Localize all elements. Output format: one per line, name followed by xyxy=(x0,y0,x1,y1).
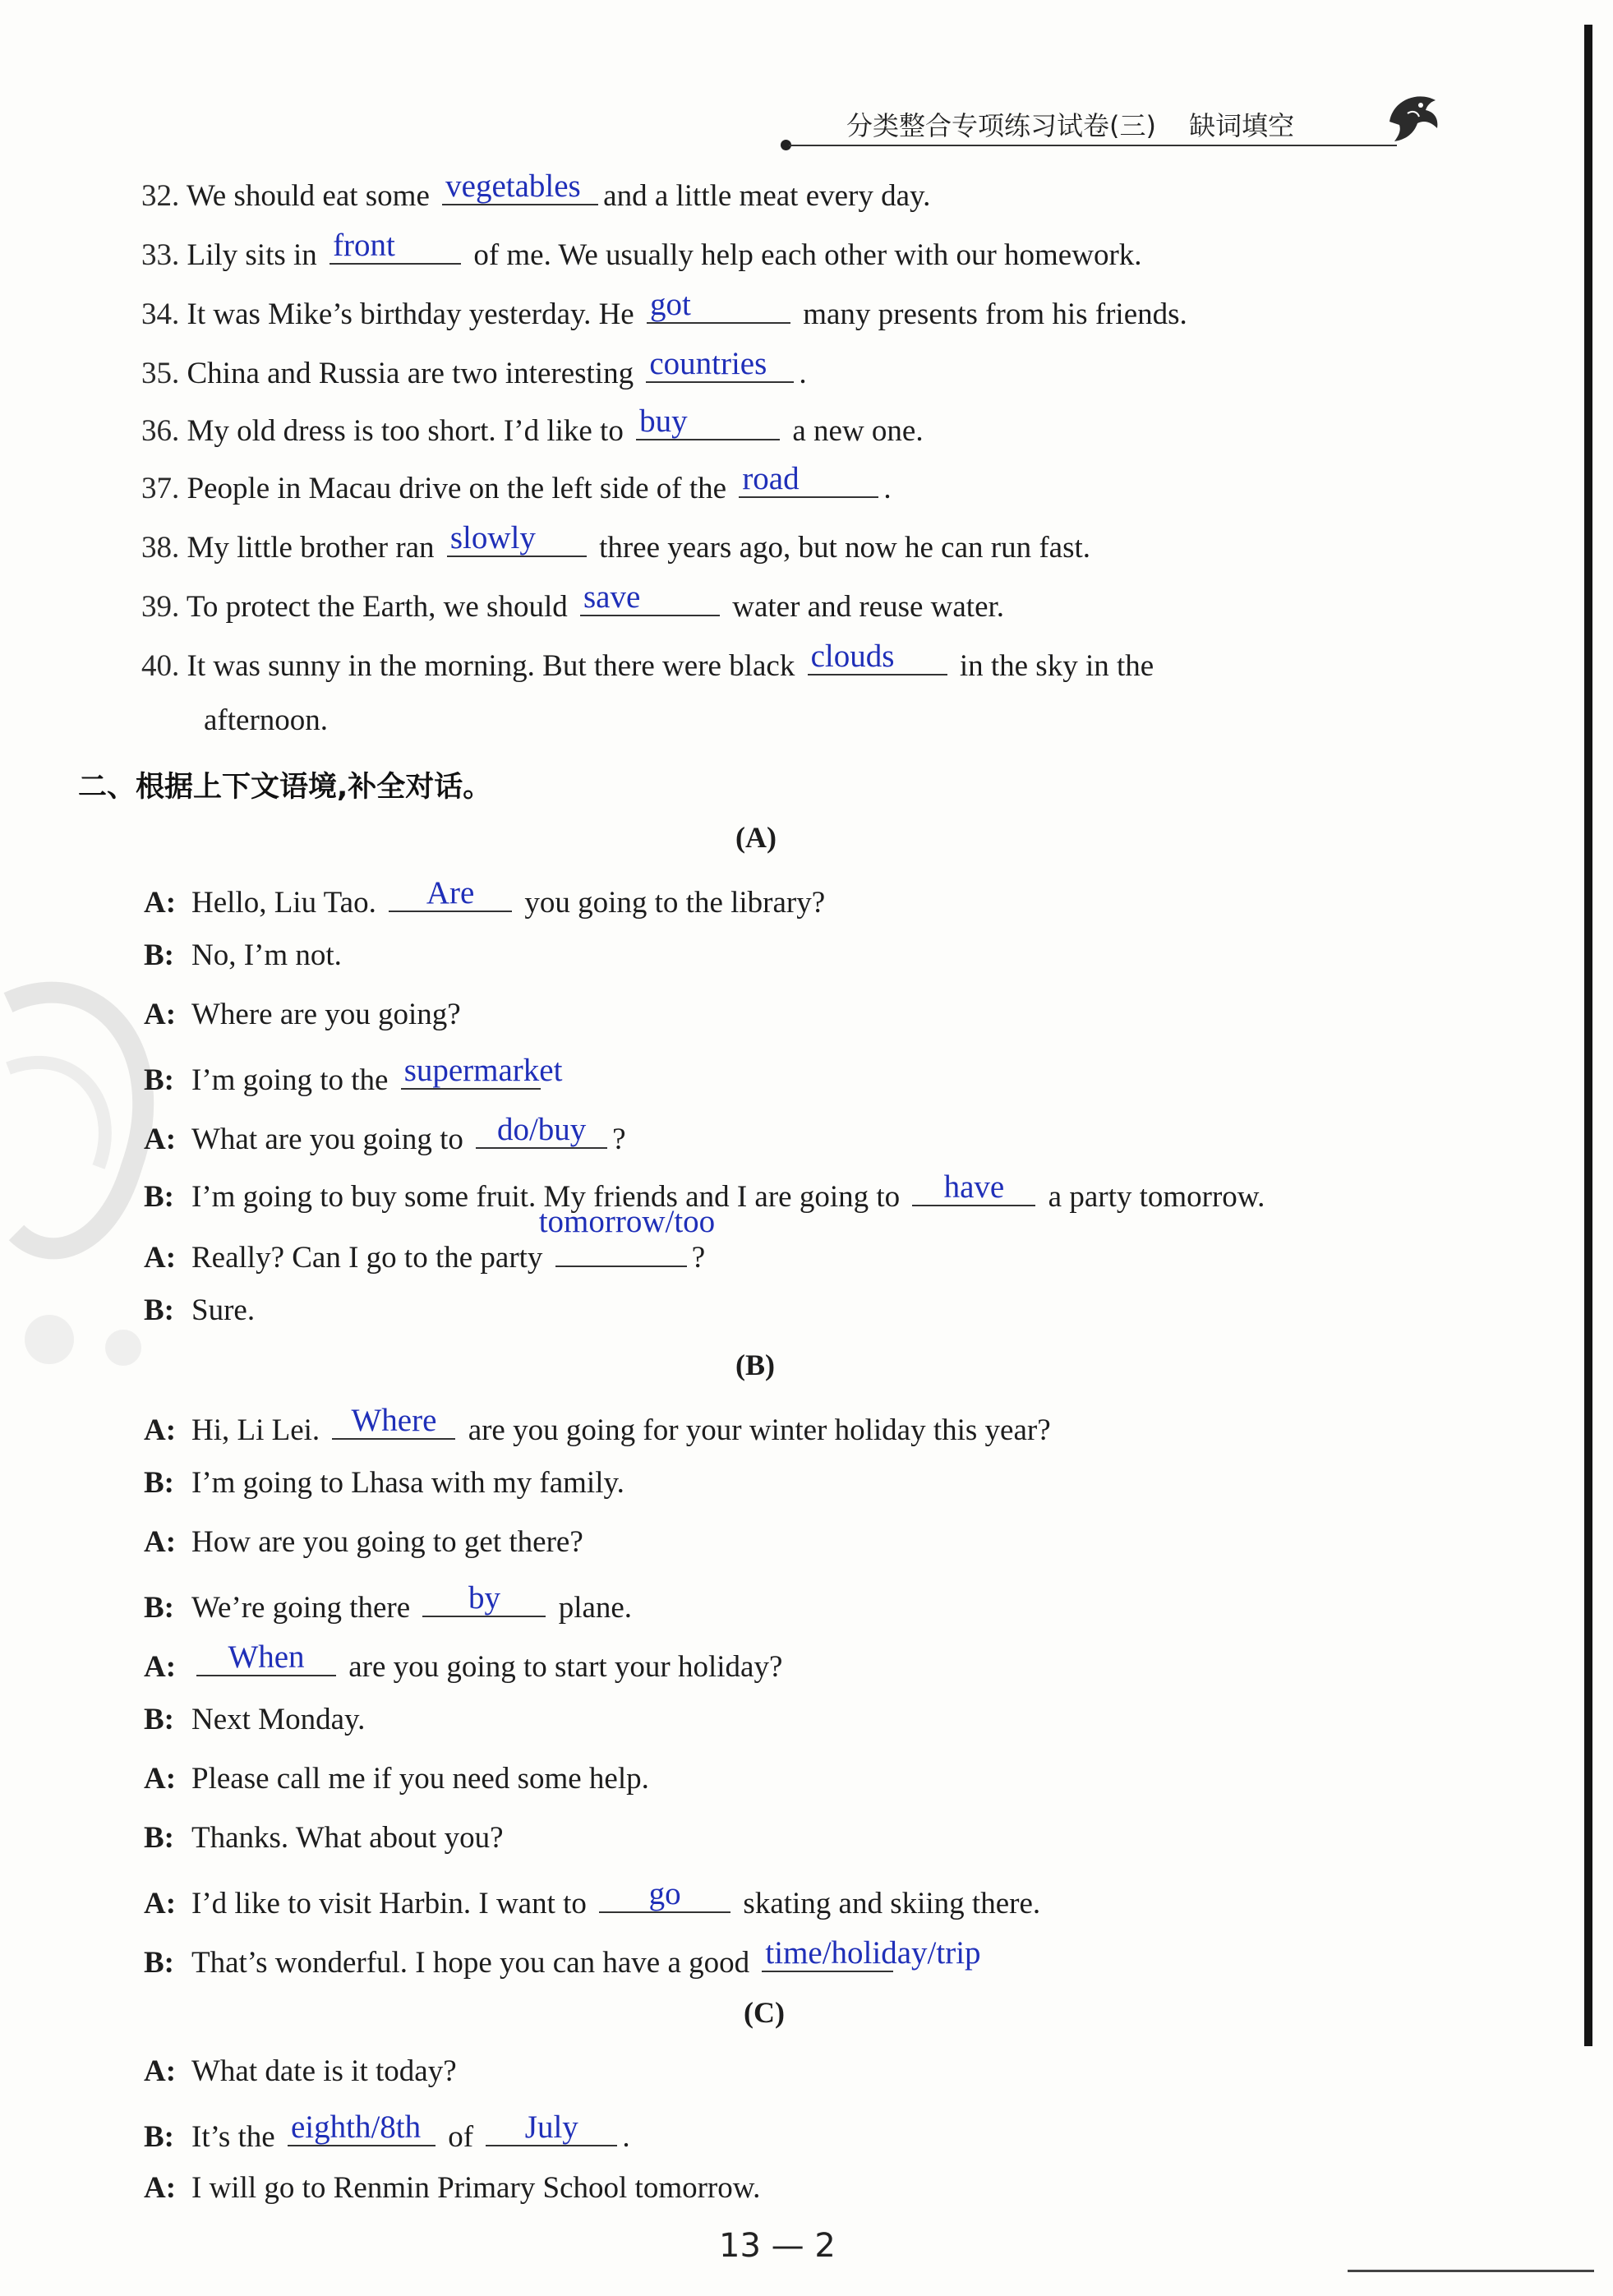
dialogue-text: you going to the library? xyxy=(524,886,826,920)
answer-blank[interactable] xyxy=(912,1169,1035,1206)
question-37 xyxy=(141,461,892,505)
dialogue-a-line-3 xyxy=(144,999,461,1030)
answer-blank[interactable] xyxy=(422,1580,546,1617)
dialogue-c-label: (C) xyxy=(744,1996,785,2029)
speaker-label: A: xyxy=(144,1762,177,1796)
question-text: It was sunny in the morning. But there were black xyxy=(187,649,795,683)
speaker-label: A: xyxy=(144,2171,177,2205)
dialogue-a-line-1 xyxy=(144,875,826,920)
answer-text: supermarket xyxy=(403,1053,563,1088)
answer-blank[interactable] xyxy=(486,2109,617,2146)
page-number: 13 — 2 xyxy=(719,2227,836,2265)
question-text: and a little meat every day. xyxy=(603,179,931,213)
question-text: a new one. xyxy=(792,414,924,448)
question-32 xyxy=(141,168,931,213)
dialogue-b-line-8 xyxy=(144,1823,504,1853)
question-number: 32. xyxy=(141,179,180,213)
dialogue-text: What date is it today? xyxy=(191,2054,457,2088)
answer-text: by xyxy=(468,1580,500,1616)
dialogue-text: of xyxy=(448,2120,474,2154)
answer-text: buy xyxy=(639,403,688,439)
dialogue-text: I’m going to buy some fruit. My friends and I are going to xyxy=(191,1180,901,1214)
speaker-label: B: xyxy=(144,1466,174,1500)
dialogue-b-line-1 xyxy=(144,1403,1051,1447)
speaker-label: B: xyxy=(144,1821,174,1855)
question-text: We should eat some xyxy=(186,179,430,213)
dialogue-b-line-2 xyxy=(144,1468,624,1498)
dialogue-a-label: (A) xyxy=(735,821,777,854)
dialogue-c-line-2 xyxy=(144,2109,630,2154)
dialogue-text: Really? Can I go to the party xyxy=(191,1241,543,1275)
answer-blank[interactable] xyxy=(401,1053,563,1090)
question-text: many presents from his friends. xyxy=(803,297,1187,331)
question-number: 39. xyxy=(141,590,180,624)
question-number: 37. xyxy=(141,472,180,505)
answer-blank[interactable] xyxy=(442,168,598,205)
dialogue-text: skating and skiing there. xyxy=(743,1887,1041,1920)
question-text: It was Mike’s birthday yesterday. He xyxy=(187,297,634,331)
page-header xyxy=(781,97,1405,171)
speaker-label: A: xyxy=(144,1887,177,1920)
speaker-label: A: xyxy=(144,1650,177,1684)
question-text: . xyxy=(883,472,892,505)
answer-text: tomorrow/too xyxy=(538,1204,716,1239)
answer-blank[interactable] xyxy=(636,403,780,440)
speaker-label: A: xyxy=(144,1413,177,1447)
answer-blank[interactable] xyxy=(332,1403,455,1440)
header-title xyxy=(846,105,1294,143)
speaker-label: A: xyxy=(144,998,177,1031)
answer-text: time/holiday/trip xyxy=(765,1935,981,1971)
speaker-label: B: xyxy=(144,1180,174,1214)
question-number: 33. xyxy=(141,238,180,272)
dialogue-text: I will go to Renmin Primary School tomorrow. xyxy=(191,2171,761,2205)
speaker-label: A: xyxy=(144,1525,177,1559)
answer-text: Are xyxy=(426,875,475,911)
answer-text: eighth/8th xyxy=(290,2109,422,2145)
answer-text: slowly xyxy=(449,520,536,556)
dialogue-text: Where are you going? xyxy=(191,998,461,1031)
question-36 xyxy=(141,403,924,448)
question-number: 38. xyxy=(141,531,180,565)
speaker-label: B: xyxy=(144,1946,174,1980)
question-text: People in Macau drive on the left side of the xyxy=(187,472,727,505)
question-33 xyxy=(141,228,1142,272)
question-text: . xyxy=(799,357,807,390)
dialogue-text: Next Monday. xyxy=(191,1703,366,1736)
dolphin-mascot-icon xyxy=(1385,89,1442,145)
speaker-label: B: xyxy=(144,1591,174,1625)
answer-text: vegetables xyxy=(445,168,581,204)
answer-blank[interactable] xyxy=(330,228,461,265)
dialogue-text: It’s the xyxy=(191,2120,275,2154)
answer-text: countries xyxy=(649,346,767,381)
answer-blank[interactable] xyxy=(580,579,720,616)
dialogue-a-line-4 xyxy=(144,1053,563,1097)
answer-blank[interactable] xyxy=(647,287,790,324)
dialogue-a-line-7 xyxy=(144,1204,716,1275)
dialogue-b-line-3 xyxy=(144,1527,583,1557)
dialogue-a-line-5 xyxy=(144,1112,626,1156)
dialogue-b-line-4 xyxy=(144,1580,633,1625)
dialogue-a-line-2 xyxy=(144,940,342,970)
answer-blank[interactable] xyxy=(646,346,794,383)
answer-blank[interactable] xyxy=(389,875,512,912)
question-34 xyxy=(141,287,1187,331)
dialogue-a-line-8 xyxy=(144,1295,255,1326)
dialogue-text: ? xyxy=(691,1241,706,1275)
speaker-label: B: xyxy=(144,1293,174,1327)
speaker-label: A: xyxy=(144,1123,177,1156)
section-2-title: 二、根据上下文语境,补全对话。 xyxy=(78,771,492,804)
answer-text: road xyxy=(742,461,800,496)
dialogue-b-line-10 xyxy=(144,1935,981,1980)
dialogue-b-line-6 xyxy=(144,1704,365,1735)
answer-blank[interactable] xyxy=(599,1876,730,1913)
question-text: To protect the Earth, we should xyxy=(186,590,568,624)
dialogue-text: Thanks. What about you? xyxy=(191,1821,504,1855)
dialogue-b-line-7 xyxy=(144,1763,649,1794)
header-title-text: 分类整合专项练习试卷(三) xyxy=(846,110,1156,141)
dialogue-text: a party tomorrow. xyxy=(1048,1180,1265,1214)
answer-blank[interactable] xyxy=(739,461,878,498)
answer-text: do/buy xyxy=(496,1112,587,1147)
answer-text: have xyxy=(943,1169,1005,1205)
question-number: 35. xyxy=(141,357,180,390)
question-text: three years ago, but now he can run fast. xyxy=(599,531,1091,565)
dialogue-b-line-9 xyxy=(144,1876,1041,1920)
answer-blank[interactable] xyxy=(538,1204,716,1267)
question-number: 34. xyxy=(141,297,180,331)
speaker-label: A: xyxy=(144,2054,177,2088)
answer-blank[interactable] xyxy=(288,2109,436,2146)
question-39 xyxy=(141,579,1005,624)
question-text: China and Russia are two interesting xyxy=(187,357,634,390)
answer-text: got xyxy=(649,287,691,322)
answer-blank[interactable] xyxy=(762,1935,981,1972)
question-text: My old dress is too short. I’d like to xyxy=(187,414,624,448)
question-text: water and reuse water. xyxy=(732,590,1005,624)
header-rule xyxy=(789,145,1397,146)
answer-blank[interactable] xyxy=(808,639,947,675)
dialogue-b-label: (B) xyxy=(735,1349,775,1381)
dialogue-text: I’d like to visit Harbin. I want to xyxy=(191,1887,587,1920)
dialogue-text: What are you going to xyxy=(191,1123,463,1156)
speaker-label: B: xyxy=(144,1703,174,1736)
dialogue-text: Hello, Liu Tao. xyxy=(191,886,376,920)
dialogue-text: are you going to start your holiday? xyxy=(348,1650,783,1684)
dialogue-text: . xyxy=(622,2120,630,2154)
answer-blank[interactable] xyxy=(196,1639,336,1676)
dialogue-text: How are you going to get there? xyxy=(191,1525,583,1559)
question-35 xyxy=(141,346,807,390)
answer-text: When xyxy=(228,1639,305,1675)
speaker-label: B: xyxy=(144,1063,174,1097)
dialogue-c-line-1 xyxy=(144,2056,457,2086)
dialogue-text: are you going for your winter holiday this year? xyxy=(468,1413,1051,1447)
dialogue-text: ? xyxy=(612,1123,626,1156)
answer-text: July xyxy=(524,2109,578,2145)
answer-text: save xyxy=(583,579,641,615)
dialogue-text: Sure. xyxy=(191,1293,256,1327)
question-number: 40. xyxy=(141,649,180,683)
dialogue-text: That’s wonderful. I hope you can have a good xyxy=(191,1946,750,1980)
question-text: My little brother ran xyxy=(187,531,435,565)
answer-text: go xyxy=(648,1876,681,1911)
question-40-continued: afternoon. xyxy=(204,703,329,737)
dialogue-text: plane. xyxy=(558,1591,633,1625)
speaker-label: A: xyxy=(144,1241,177,1275)
question-38 xyxy=(141,520,1091,565)
answer-blank[interactable] xyxy=(476,1112,607,1149)
speaker-label: B: xyxy=(144,2120,174,2154)
dialogue-b-line-5 xyxy=(144,1639,783,1684)
speaker-label: A: xyxy=(144,886,177,920)
question-text: of me. We usually help each other with our homework. xyxy=(473,238,1142,272)
answer-text: front xyxy=(333,228,395,263)
dialogue-text: We’re going there xyxy=(191,1591,411,1625)
dialogue-text: Please call me if you need some help. xyxy=(191,1762,649,1796)
dialogue-text: I’m going to Lhasa with my family. xyxy=(191,1466,624,1500)
dialogue-text: No, I’m not. xyxy=(191,938,342,972)
question-text: in the sky in the xyxy=(959,649,1154,683)
answer-blank[interactable] xyxy=(447,520,587,557)
bottom-rule xyxy=(1348,2270,1594,2272)
question-40 xyxy=(141,639,1154,683)
question-text: Lily sits in xyxy=(187,238,317,272)
dialogue-text: I’m going to the xyxy=(191,1063,389,1097)
dialogue-text: Hi, Li Lei. xyxy=(191,1413,320,1447)
page-edge-bar xyxy=(1584,25,1592,2046)
answer-text: clouds xyxy=(810,639,895,674)
question-number: 36. xyxy=(141,414,180,448)
speaker-label: B: xyxy=(144,938,174,972)
answer-text: Where xyxy=(351,1403,437,1438)
dialogue-c-line-3 xyxy=(144,2173,760,2203)
header-subtitle: 缺词填空 xyxy=(1189,110,1295,141)
